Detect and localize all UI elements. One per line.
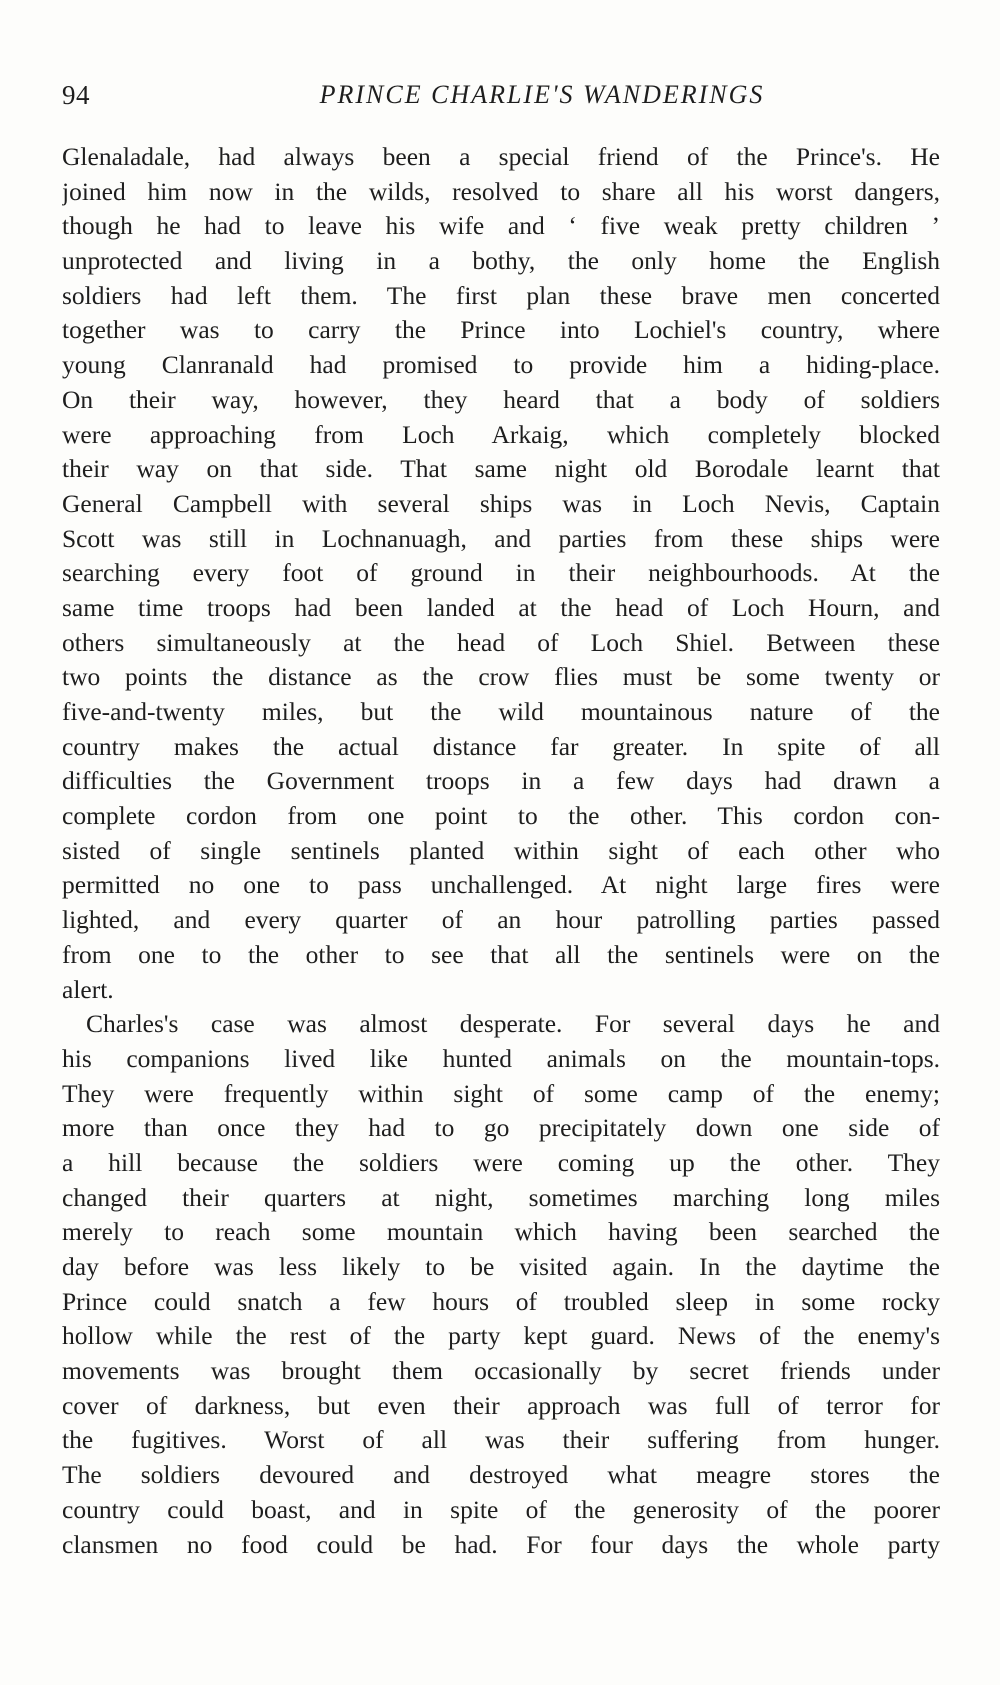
text-line: The soldiers devoured and destroyed what meagre stores the bbox=[62, 1460, 940, 1490]
text-line: country makes the actual distance far greater. In spite of all bbox=[62, 731, 940, 761]
text-line: complete cordon from one point to the other. This cordon con- bbox=[62, 801, 940, 831]
text-line: searching every foot of ground in their neighbourhoods. At the bbox=[62, 558, 940, 588]
text-line: hollow while the rest of the party kept guard. News of the enemy's bbox=[62, 1321, 940, 1351]
text-line: young Clanranald had promised to provide him a hiding-place. bbox=[62, 350, 940, 380]
body-text bbox=[62, 140, 940, 1562]
text-line: clansmen no food could be had. For four days the whole party bbox=[62, 1529, 940, 1559]
text-line: Prince could snatch a few hours of troubled sleep in some rocky bbox=[62, 1286, 940, 1316]
page-number: 94 bbox=[62, 80, 90, 110]
text-line: five-and-twenty miles, but the wild mountainous nature of the bbox=[62, 697, 940, 726]
text-line: country could boast, and in spite of the generosity of the poorer bbox=[62, 1494, 940, 1524]
text-line: the fugitives. Worst of all was their suffering from hunger. bbox=[62, 1425, 940, 1455]
text-line: a hill because the soldiers were coming up the other. They bbox=[62, 1147, 940, 1177]
running-head: PRINCE CHARLIE'S WANDERINGS bbox=[319, 80, 765, 109]
text-line: Scott was still in Lochnanuagh, and parties from these ships were bbox=[62, 523, 940, 553]
text-line: Glenaladale, had always been a special friend of the Prince's. He bbox=[62, 142, 940, 171]
page-header bbox=[62, 80, 940, 120]
text-line: day before was less likely to be visited again. In the daytime the bbox=[62, 1252, 940, 1281]
text-line: sisted of single sentinels planted within sight of each other who bbox=[62, 835, 940, 865]
text-line: difficulties the Government troops in a few days had drawn a bbox=[62, 766, 940, 796]
text-line: On their way, however, they heard that a body of soldiers bbox=[62, 384, 940, 414]
text-line: permitted no one to pass unchallenged. At night large fires were bbox=[62, 870, 940, 900]
text-line: joined him now in the wilds, resolved to share all his worst dangers, bbox=[62, 176, 940, 206]
text-line: General Campbell with several ships was in Loch Nevis, Captain bbox=[62, 488, 940, 518]
text-line: lighted, and every quarter of an hour patrolling parties passed bbox=[62, 905, 940, 935]
text-line: though he had to leave his wife and ‘ five weak pretty children ’ bbox=[62, 211, 940, 241]
text-line: merely to reach some mountain which having been searched the bbox=[62, 1217, 940, 1247]
text-line: others simultaneously at the head of Loch Shiel. Between these bbox=[62, 627, 940, 657]
text-line: more than once they had to go precipitately down one side of bbox=[62, 1113, 940, 1143]
text-line: from one to the other to see that all the sentinels were on the bbox=[62, 939, 940, 969]
text-line: movements was brought them occasionally by secret friends under bbox=[62, 1356, 940, 1386]
text-line: cover of darkness, but even their approach was full of terror for bbox=[62, 1390, 940, 1420]
text-line: their way on that side. That same night old Borodale learnt that bbox=[62, 454, 940, 484]
paragraph-start-line: Charles's case was almost desperate. For several days he and bbox=[86, 1009, 940, 1039]
text-line: changed their quarters at night, sometimes marching long miles bbox=[62, 1182, 940, 1212]
paragraph-end-line: alert. bbox=[62, 974, 114, 1004]
text-line: together was to carry the Prince into Lochiel's country, where bbox=[62, 315, 940, 345]
text-line: were approaching from Loch Arkaig, which completely blocked bbox=[62, 419, 940, 449]
text-line: two points the distance as the crow flies must be some twenty or bbox=[62, 662, 940, 692]
text-line: unprotected and living in a bothy, the only home the English bbox=[62, 246, 940, 276]
text-line: his companions lived like hunted animals on the mountain-tops. bbox=[62, 1043, 940, 1073]
text-line: same time troops had been landed at the head of Loch Hourn, and bbox=[62, 592, 940, 622]
text-line: They were frequently within sight of some camp of the enemy; bbox=[62, 1078, 940, 1108]
text-line: soldiers had left them. The first plan these brave men concerted bbox=[62, 280, 940, 310]
